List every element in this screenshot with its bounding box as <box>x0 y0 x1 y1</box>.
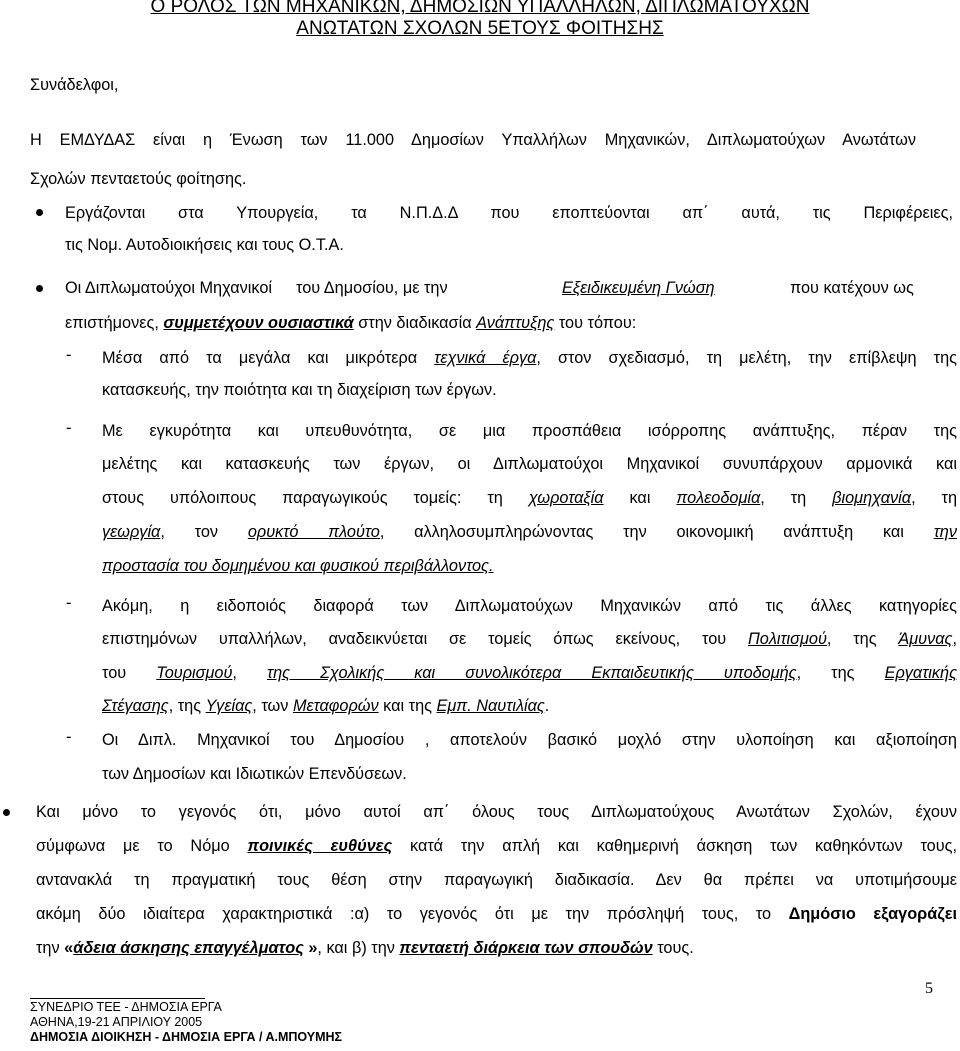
text-span: και της <box>383 697 432 715</box>
text-span: επιστημόνων υπαλλήλων, αναδεικνύεται σε τομείς όπως εκείνους, του <box>102 630 727 648</box>
text-span: Εμπ. Ναυτιλίας <box>436 697 545 715</box>
dash-marker: - <box>66 594 72 612</box>
dash3-line-3 <box>102 661 957 685</box>
text-span: ορυκτό πλούτο <box>247 523 380 541</box>
dash3-line-4 <box>102 694 549 718</box>
text-span: Πολιτισμού <box>747 630 827 648</box>
intro-line-1: Η ΕΜΔΥΔΑΣ είναι η Ένωση των 11.000 Δημοσίων Υπαλλήλων Μηχανικών, Διπλωματούχων Ανωτάτων <box>30 131 916 149</box>
text-span: του <box>102 664 127 682</box>
text-span: τεχνικά έργα <box>434 349 537 367</box>
dash-marker: - <box>66 346 72 364</box>
text-span: , τη <box>760 489 807 507</box>
dash2-line-4 <box>102 520 957 544</box>
bullet3-line-3: αντανακλά τη πραγματική τους θέση στην παραγωγική διαδικασία. Δεν θα πρέπει να υποτιμήσουμε <box>36 871 957 889</box>
text-span: στην διαδικασία <box>358 314 472 332</box>
text-span: , της <box>168 697 202 715</box>
specialized-knowledge-link: Εξειδικευμένη Γνώση <box>562 279 715 297</box>
text-span: άδεια άσκησης επαγγέλματος <box>73 939 304 957</box>
dash4-line-2: των Δημοσίων και Ιδιωτικών Επενδύσεων. <box>102 765 407 783</box>
text-span: την <box>933 523 957 541</box>
bullet2-line-1b <box>562 276 715 300</box>
text-span: Μεταφορών <box>292 697 379 715</box>
text-span: συμμετέχουν ουσιαστικά <box>163 314 354 332</box>
footer <box>30 1000 342 1045</box>
text-span: » <box>308 939 318 957</box>
text-span: Οι Διπλωματούχοι Μηχανικοί <box>65 279 273 297</box>
text-span: ποινικές ευθύνες <box>247 837 393 855</box>
dash2-line-2: μελέτης και κατασκευής των έργων, οι Διπλωματούχοι Μηχανικοί συνυπάρχουν αρμονικά και <box>102 455 957 473</box>
bullet1-line-1: Εργάζονται στα Υπουργεία, τα Ν.Π.Δ.Δ που εποπτεύονται απ΄ αυτά, τις Περιφέρειες, <box>65 204 953 222</box>
dash1-line-1 <box>102 346 957 370</box>
dash2-line-3 <box>102 486 957 510</box>
footer-line-3: ΔΗΜΟΣΙΑ ΔΙΟΙΚΗΣΗ - ΔΗΜΟΣΙΑ ΕΡΓΑ / Α.ΜΠΟΥΜΗΣ <box>30 1030 343 1044</box>
text-span: χωροταξία <box>528 489 604 507</box>
page-title <box>0 0 960 40</box>
text-span: , <box>232 664 237 682</box>
text-span: , και β) την <box>317 939 395 957</box>
bullet2-line-1 <box>65 276 448 300</box>
bullet3-line-2 <box>36 834 957 858</box>
text-span: , <box>952 630 957 648</box>
text-span: κατά την απλή και καθημερινή άσκηση των καθηκόντων τους, <box>410 837 957 855</box>
dash2-line-1: Με εγκυρότητα και υπευθυνότητα, σε μια προσπάθεια ισόρροπης ανάπτυξης, πέραν της <box>102 422 957 440</box>
text-span: και <box>629 489 651 507</box>
text-span: Δημόσιο εξαγοράζει <box>788 905 957 923</box>
text-span: πενταετή διάρκεια των σπουδών <box>399 939 653 957</box>
bullet3-line-5 <box>36 936 694 960</box>
dash4-line-1: Οι Διπλ. Μηχανικοί του Δημοσίου , αποτελούν βασικό μοχλό στην υλοποίηση και αξιοποίηση <box>102 731 957 749</box>
text-span: τους. <box>657 939 694 957</box>
intro-line-2: Σχολών πενταετούς φοίτησης. <box>30 170 247 188</box>
dash-marker: - <box>66 419 72 437</box>
text-span: του τόπου: <box>558 314 637 332</box>
text-span: Μέσα από τα μεγάλα και μικρότερα <box>102 349 418 367</box>
text-span: Άμυνας <box>898 630 953 648</box>
text-span: σύμφωνα με το Νόμο <box>36 837 230 855</box>
text-span: γεωργία <box>102 523 161 541</box>
text-span: , της <box>796 664 855 682</box>
title-line-2: ΑΝΩΤΑΤΩΝ ΣΧΟΛΩΝ 5ΕΤΟΥΣ ΦΟΙΤΗΣΗΣ <box>296 18 664 39</box>
dash2-line-5: προστασία του δομημένου και φυσικού περιβάλλοντος. <box>102 557 494 575</box>
bullet2-line-2 <box>65 311 636 335</box>
text-span: Εργατικής <box>884 664 958 682</box>
text-span: την <box>36 939 60 957</box>
text-span: Υγείας <box>205 697 253 715</box>
text-span: , τον <box>160 523 219 541</box>
footer-divider <box>30 998 205 999</box>
text-span: ακόμη δύο ιδιαίτερα χαρακτηριστικά :α) το γεγονός ότι με την πρόσληψή τους, το <box>36 905 772 923</box>
text-span: της Σχολικής και συνολικότερα Εκπαιδευτικής υποδομής <box>267 664 797 682</box>
page-number: 5 <box>925 980 933 997</box>
text-span: Τουρισμού <box>156 664 233 682</box>
bullet2-line-1c: που κατέχουν ως <box>790 279 914 297</box>
bullet3-line-4 <box>36 902 957 926</box>
greeting: Συνάδελφοι, <box>30 76 119 94</box>
text-span: , στον σχεδιασμό, τη μελέτη, την επίβλεψη της <box>536 349 957 367</box>
text-span: επιστήμονες, <box>65 314 159 332</box>
text-span: του Δημοσίου, με την <box>296 279 448 297</box>
text-span: Ανάπτυξης <box>476 314 555 332</box>
dash3-line-2 <box>102 627 957 651</box>
dash3-line-1: Ακόμη, η ειδοποιός διαφορά των Διπλωματούχων Μηχανικών από τις άλλες κατηγορίες <box>102 597 957 615</box>
bullet-dot <box>36 285 43 292</box>
dash-marker: - <box>66 728 72 746</box>
bullet-dot <box>3 809 10 816</box>
text-span: , τη <box>911 489 958 507</box>
dash1-line-2: κατασκευής, την ποιότητα και τη διαχείριση των έργων. <box>102 381 497 399</box>
bullet-dot <box>36 209 43 216</box>
bullet3-line-1: Και μόνο το γεγονός ότι, μόνο αυτοί απ΄ όλους τους Διπλωματούχους Ανωτάτων Σχολών, έχουν <box>36 803 957 821</box>
text-span: Στέγασης <box>102 697 169 715</box>
footer-line-1: ΣΥΝΕΔΡΙΟ ΤΕΕ - ΔΗΜΟΣΙΑ ΕΡΓΑ <box>30 1000 222 1014</box>
text-span: πολεοδομία <box>676 489 761 507</box>
text-span: « <box>64 939 74 957</box>
title-line-1: Ο ΡΟΛΟΣ ΤΩΝ ΜΗΧΑΝΙΚΩΝ, ΔΗΜΟΣΙΩΝ ΥΠΑΛΛΗΛΩΝ, ΔΙΠΛΩΜΑΤΟΥΧΩΝ <box>150 0 810 17</box>
text-span: βιομηχανία <box>832 489 912 507</box>
text-span: . <box>544 697 550 715</box>
footer-line-2: ΑΘΗΝΑ,19-21 ΑΠΡΙΛΙΟΥ 2005 <box>30 1015 203 1029</box>
text-span: , των <box>252 697 289 715</box>
bullet1-line-2: τις Νομ. Αυτοδιοικήσεις και τους Ο.Τ.Α. <box>65 236 344 254</box>
text-span: στους υπόλοιπους παραγωγικούς τομείς: τη <box>102 489 503 507</box>
text-span: , αλληλοσυμπληρώνοντας την οικονομική ανάπτυξη και <box>379 523 904 541</box>
text-span: , της <box>826 630 877 648</box>
